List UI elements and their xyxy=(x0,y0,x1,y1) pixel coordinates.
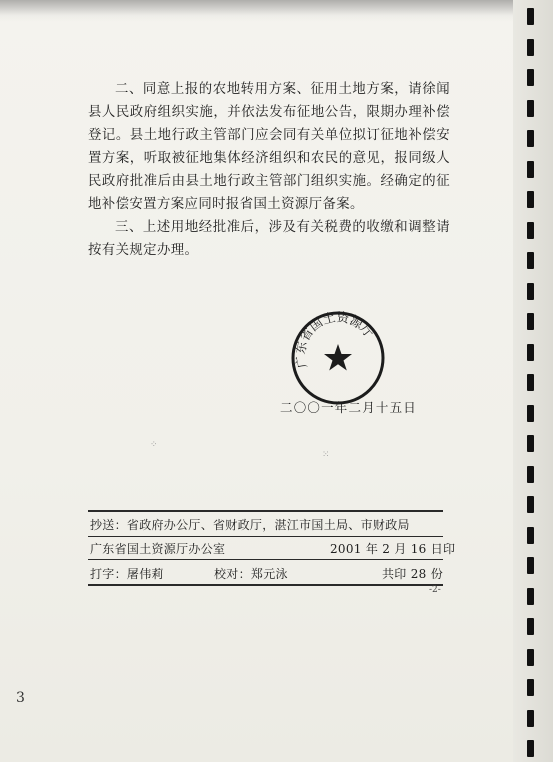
binding-hole xyxy=(527,344,534,361)
page-number: -2- xyxy=(429,585,441,595)
binding-hole xyxy=(527,8,534,25)
binding-hole xyxy=(527,191,534,208)
binding-hole xyxy=(527,39,534,56)
print-date: 2001 年 2 月 16 日印 xyxy=(330,542,456,556)
binding-hole xyxy=(527,130,534,147)
binding-hole xyxy=(527,405,534,422)
binding-hole xyxy=(527,557,534,574)
star-icon xyxy=(324,344,352,371)
binding-hole xyxy=(527,374,534,391)
typist-name: 屠伟莉 xyxy=(126,567,164,581)
binding-hole xyxy=(527,740,534,757)
typist-line xyxy=(90,565,164,582)
official-seal xyxy=(288,308,388,408)
binding-hole xyxy=(527,222,534,239)
copies-count: 共印 28 份 xyxy=(382,567,443,581)
scan-speck: ⁘ xyxy=(150,440,158,450)
issuing-office: 广东省国土资源厅办公室 xyxy=(90,542,226,556)
binding-hole xyxy=(527,496,534,513)
proofreader-line xyxy=(214,565,288,582)
footer-rule-bottom xyxy=(88,584,443,586)
proofreader-label: 校对： xyxy=(214,567,251,581)
binding-hole xyxy=(527,69,534,86)
binding-hole xyxy=(527,313,534,330)
binding-hole xyxy=(527,435,534,452)
footer-rule-top xyxy=(88,510,443,512)
binding-hole xyxy=(527,527,534,544)
signature-date: 二〇〇一年二月十五日 xyxy=(280,400,418,415)
footer-rule xyxy=(88,559,443,560)
typist-label: 打字： xyxy=(90,567,127,581)
binding-hole xyxy=(527,710,534,727)
binding-hole xyxy=(527,618,534,635)
binding-hole xyxy=(527,466,534,483)
cc-label: 抄送： xyxy=(90,518,127,532)
paragraph-3: 三、上述用地经批准后，涉及有关税费的收缴和调整请按有关规定办理。 xyxy=(88,220,450,258)
binding-hole xyxy=(527,588,534,605)
scan-speck: ⁙ xyxy=(322,450,330,460)
binding-hole xyxy=(527,252,534,269)
margin-handwriting: 3 xyxy=(16,690,25,706)
scan-shadow xyxy=(0,0,553,22)
cc-line xyxy=(90,516,410,533)
proofreader-name: 郑元泳 xyxy=(250,567,288,581)
footer-rule xyxy=(88,536,443,537)
binding-hole xyxy=(527,100,534,117)
paragraph-2: 二、同意上报的农地转用方案、征用土地方案，请徐闻县人民政府组织实施，并依法发布征地公告，限期办理补偿登记。县土地行政主管部门应会同有关单位拟订征地补偿安置方案，听取被征地集体经济组织和农民的意见，报同级人民政府批准后由县土地行政主管部门组织实施。经确定的征地补偿安置方案应同时报省国土资源厅备案。 xyxy=(88,82,450,212)
binding-hole xyxy=(527,283,534,300)
seal-text: 广东省国土资源厅 xyxy=(292,309,377,370)
cc-recipients: 省政府办公厅、省财政厅，湛江市国土局、市财政局 xyxy=(126,518,410,532)
binding-hole xyxy=(527,679,534,696)
binding-hole xyxy=(527,161,534,178)
binding-hole xyxy=(527,649,534,666)
